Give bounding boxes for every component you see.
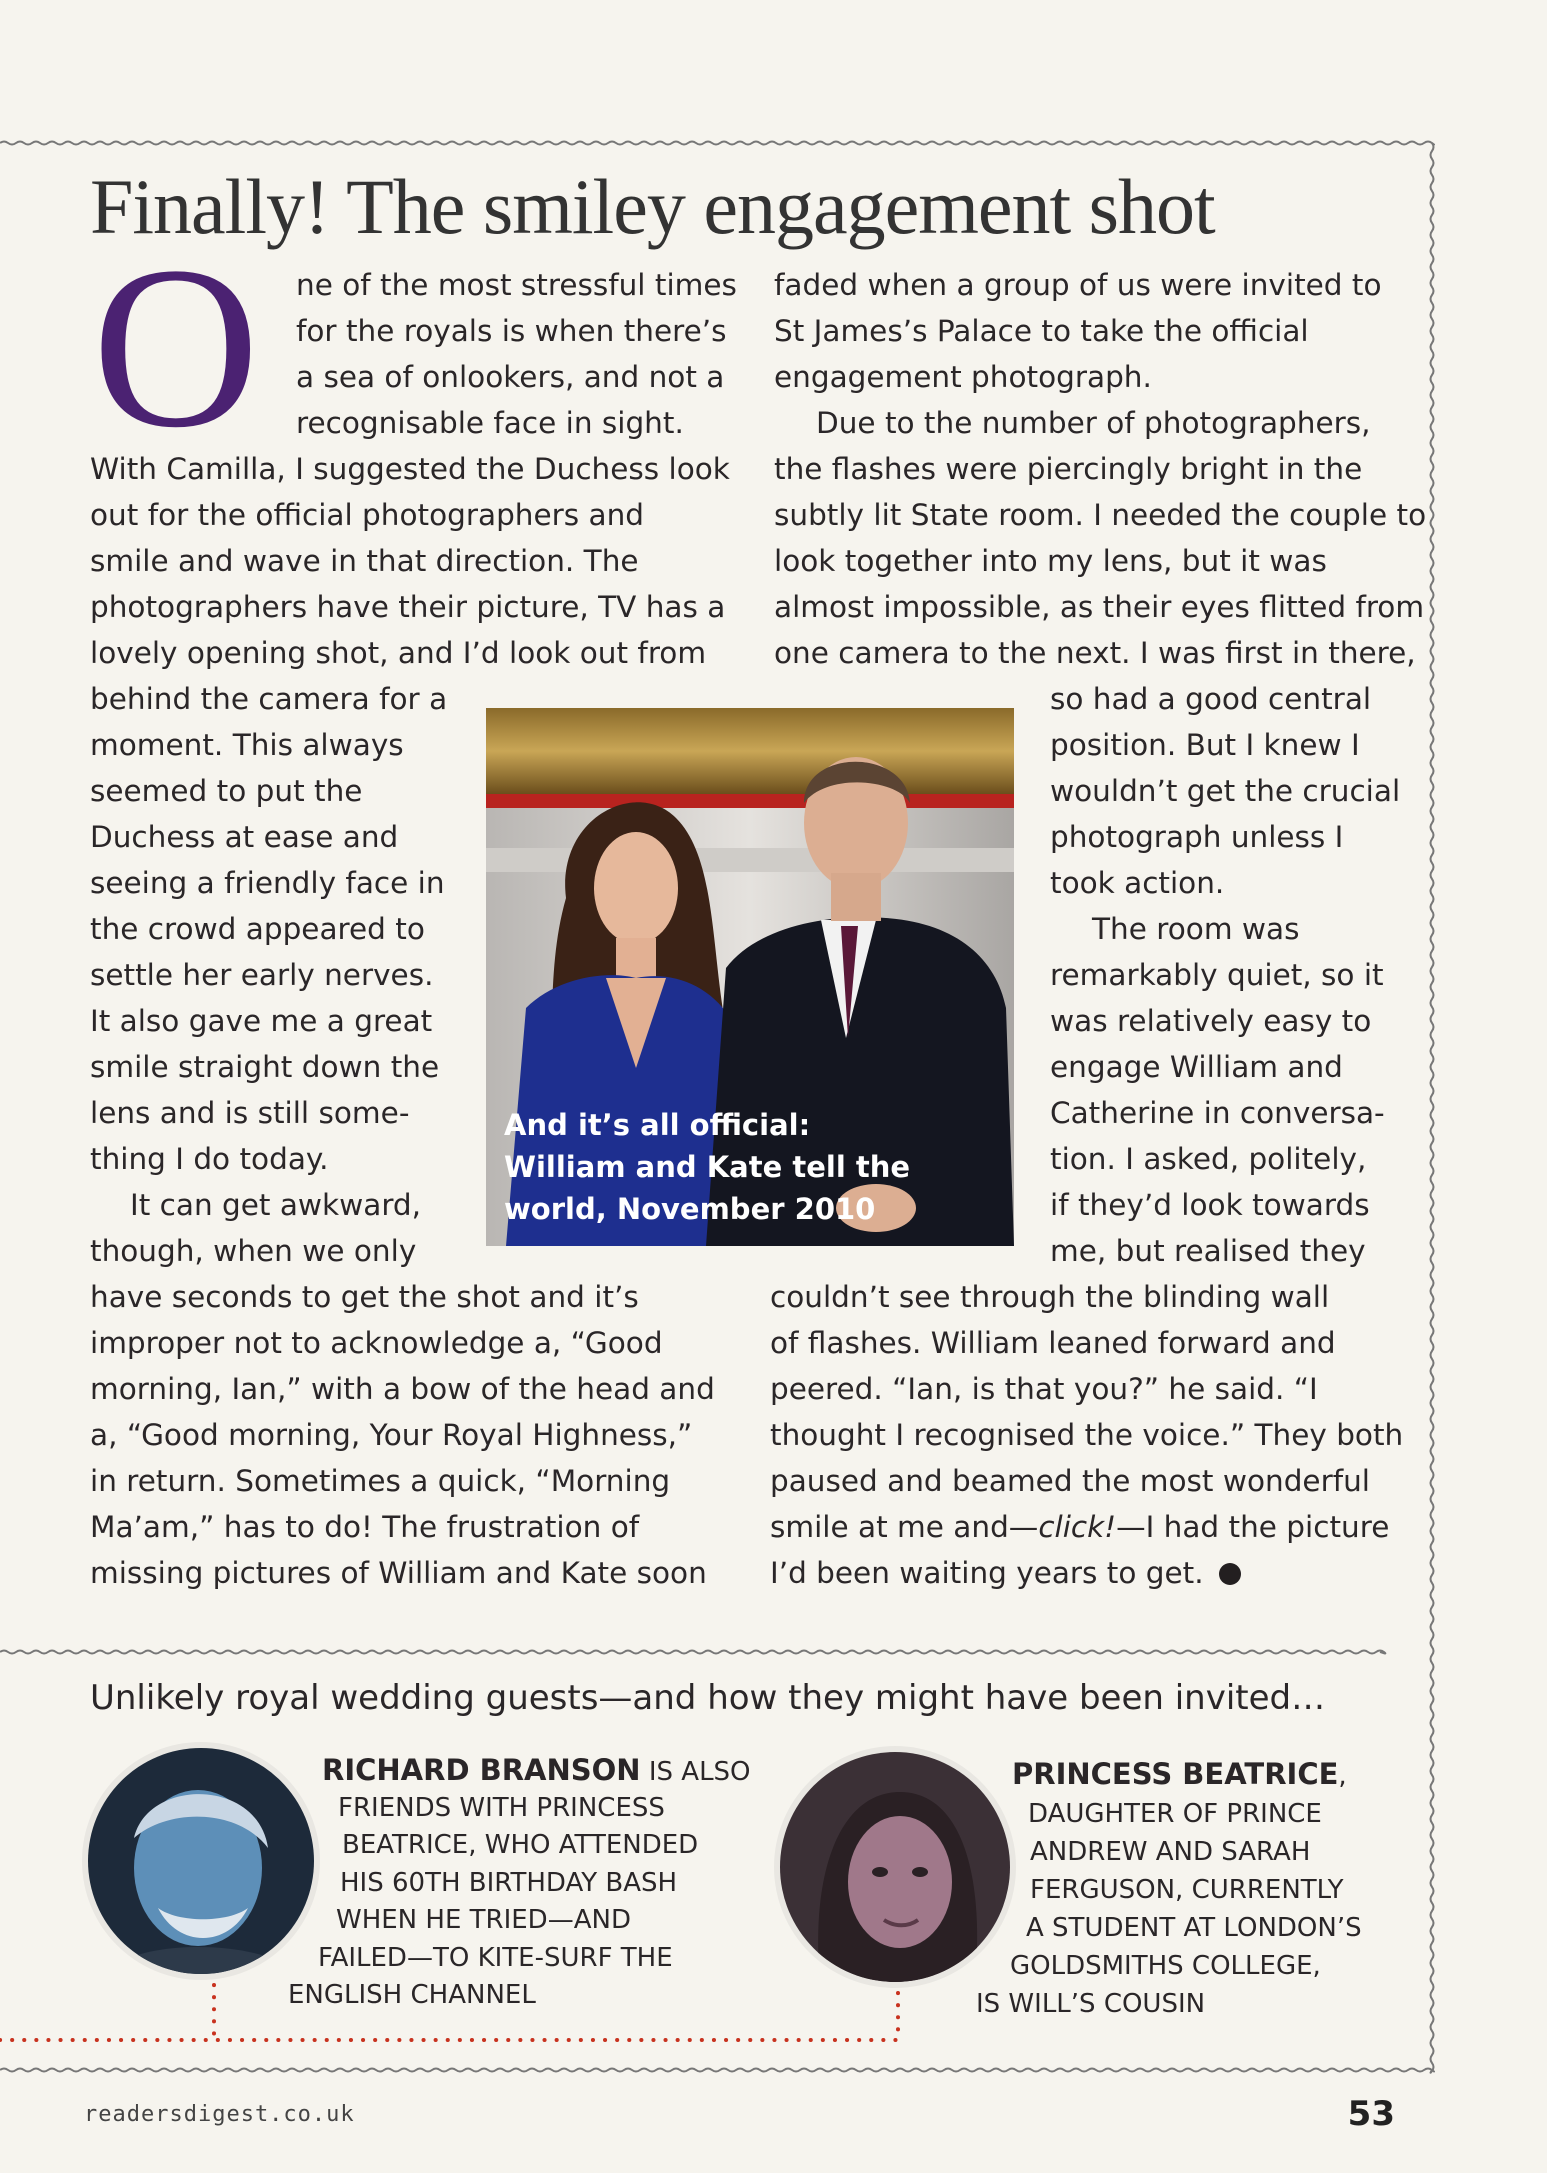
- footer-site-url: readersdigest.co.uk: [84, 2102, 355, 2127]
- body-line: though, when we only: [90, 1234, 417, 1268]
- body-line: subtly lit State room. I needed the couple to: [774, 498, 1427, 532]
- body-line: Ma’am,” has to do! The frustration of: [90, 1510, 640, 1544]
- body-line: tion. I asked, politely,: [1050, 1142, 1367, 1176]
- beatrice-line: DAUGHTER OF PRINCE: [1028, 1799, 1322, 1829]
- beatrice-line-1: [1012, 1756, 1347, 1796]
- body-line: St James’s Palace to take the official: [774, 314, 1309, 348]
- body-line-part: —I had the picture: [1116, 1510, 1390, 1544]
- branson-line: FRIENDS WITH PRINCESS: [338, 1793, 665, 1823]
- body-line: remarkably quiet, so it: [1050, 958, 1384, 992]
- body-line: me, but realised they: [1050, 1234, 1366, 1268]
- body-line: look together into my lens, but it was: [774, 544, 1327, 578]
- body-line: smile and wave in that direction. The: [90, 544, 639, 578]
- body-line: The room was: [1092, 912, 1300, 946]
- body-line: lens and is still some-: [90, 1096, 410, 1130]
- body-line: seemed to put the: [90, 774, 363, 808]
- body-line: have seconds to get the shot and it’s: [90, 1280, 639, 1314]
- body-line-part: smile at me and—: [770, 1510, 1039, 1544]
- article-title: Finally! The smiley engagement shot: [90, 163, 1215, 250]
- body-line: the crowd appeared to: [90, 912, 425, 946]
- branson-line: IS ALSO: [648, 1757, 751, 1787]
- page-number: 53: [1347, 2094, 1395, 2134]
- body-line: With Camilla, I suggested the Duchess look: [90, 452, 730, 486]
- sidebar-heading: Unlikely royal wedding guests—and how they might have been invited…: [90, 1678, 1326, 1718]
- body-line: was relatively easy to: [1050, 1004, 1372, 1038]
- caption-line: And it’s all official:: [504, 1108, 811, 1142]
- branson-name: RICHARD BRANSON: [322, 1753, 641, 1787]
- bottom-wavy-rule: [0, 2069, 1434, 2072]
- body-line: lovely opening shot, and I’d look out from: [90, 636, 707, 670]
- body-line: position. But I knew I: [1050, 728, 1360, 762]
- emphasis-click: click!: [1038, 1510, 1117, 1544]
- body-line: Duchess at ease and: [90, 820, 399, 854]
- branson-line: ENGLISH CHANNEL: [288, 1980, 536, 2010]
- middle-wavy-rule: [0, 1651, 1385, 1654]
- body-line: Due to the number of photographers,: [816, 406, 1371, 440]
- beatrice-line: ANDREW AND SARAH: [1030, 1837, 1311, 1867]
- body-line: moment. This always: [90, 728, 404, 762]
- body-line: the flashes were piercingly bright in the: [774, 452, 1363, 486]
- branson-line-1: [322, 1752, 751, 1792]
- body-line: engagement photograph.: [774, 360, 1152, 394]
- body-line: of flashes. William leaned forward and: [770, 1326, 1336, 1360]
- caption-line: world, November 2010: [504, 1192, 876, 1226]
- end-mark-icon: [1219, 1563, 1241, 1585]
- branson-line: HIS 60TH BIRTHDAY BASH: [340, 1868, 678, 1898]
- beatrice-line: FERGUSON, CURRENTLY: [1030, 1875, 1344, 1905]
- body-line: paused and beamed the most wonderful: [770, 1464, 1370, 1498]
- richard-branson-avatar: [88, 1748, 314, 1974]
- body-line: engage William and: [1050, 1050, 1343, 1084]
- princess-beatrice-avatar: [780, 1752, 1010, 1982]
- body-line: one camera to the next. I was first in there,: [774, 636, 1416, 670]
- body-line: It can get awkward,: [130, 1188, 422, 1222]
- body-line: behind the camera for a: [90, 682, 448, 716]
- body-line: in return. Sometimes a quick, “Morning: [90, 1464, 671, 1498]
- body-line: a, “Good morning, Your Royal Highness,”: [90, 1418, 693, 1452]
- body-line: recognisable face in sight.: [296, 406, 684, 440]
- body-line-part: I’d been waiting years to get.: [770, 1556, 1204, 1590]
- body-line: for the royals is when there’s: [296, 314, 727, 348]
- body-line: thought I recognised the voice.” They both: [770, 1418, 1404, 1452]
- body-line: morning, Ian,” with a bow of the head and: [90, 1372, 715, 1406]
- drop-cap: O: [92, 219, 260, 476]
- body-line: almost impossible, as their eyes flitted from: [774, 590, 1425, 624]
- body-line: [770, 1504, 1389, 1550]
- body-line: photographers have their picture, TV has a: [90, 590, 726, 624]
- beatrice-line: IS WILL’S COUSIN: [976, 1989, 1206, 2019]
- body-line: a sea of onlookers, and not a: [296, 360, 725, 394]
- body-line: smile straight down the: [90, 1050, 440, 1084]
- body-line: improper not to acknowledge a, “Good: [90, 1326, 663, 1360]
- body-line: It also gave me a great: [90, 1004, 433, 1038]
- branson-line: WHEN HE TRIED—AND: [336, 1905, 631, 1935]
- caption-line: William and Kate tell the: [504, 1150, 911, 1184]
- body-line: Catherine in conversa-: [1050, 1096, 1385, 1130]
- photo-caption: [504, 1104, 910, 1230]
- body-line: missing pictures of William and Kate soon: [90, 1556, 707, 1590]
- body-line: faded when a group of us were invited to: [774, 268, 1382, 302]
- body-line: ne of the most stressful times: [296, 268, 737, 302]
- body-line: took action.: [1050, 866, 1225, 900]
- body-line: wouldn’t get the crucial: [1050, 774, 1401, 808]
- beatrice-line: GOLDSMITHS COLLEGE,: [1010, 1951, 1321, 1981]
- body-line: thing I do today.: [90, 1142, 329, 1176]
- beatrice-line: A STUDENT AT LONDON’S: [1026, 1913, 1362, 1943]
- branson-line: BEATRICE, WHO ATTENDED: [342, 1830, 699, 1860]
- body-line: out for the official photographers and: [90, 498, 645, 532]
- body-line: [770, 1550, 1241, 1596]
- body-line: photograph unless I: [1050, 820, 1344, 854]
- body-line: peered. “Ian, is that you?” he said. “I: [770, 1372, 1318, 1406]
- branson-text: [322, 1752, 751, 1792]
- body-line: seeing a friendly face in: [90, 866, 445, 900]
- beatrice-name-suffix: ,: [1338, 1761, 1347, 1791]
- body-line: so had a good central: [1050, 682, 1372, 716]
- body-line: settle her early nerves.: [90, 958, 434, 992]
- body-line: couldn’t see through the blinding wall: [770, 1280, 1330, 1314]
- body-line: if they’d look towards: [1050, 1188, 1370, 1222]
- top-wavy-rule: [0, 142, 1434, 145]
- beatrice-name: PRINCESS BEATRICE: [1012, 1757, 1339, 1791]
- right-wavy-rule: [1431, 143, 1434, 2073]
- branson-line: FAILED—TO KITE-SURF THE: [318, 1943, 673, 1973]
